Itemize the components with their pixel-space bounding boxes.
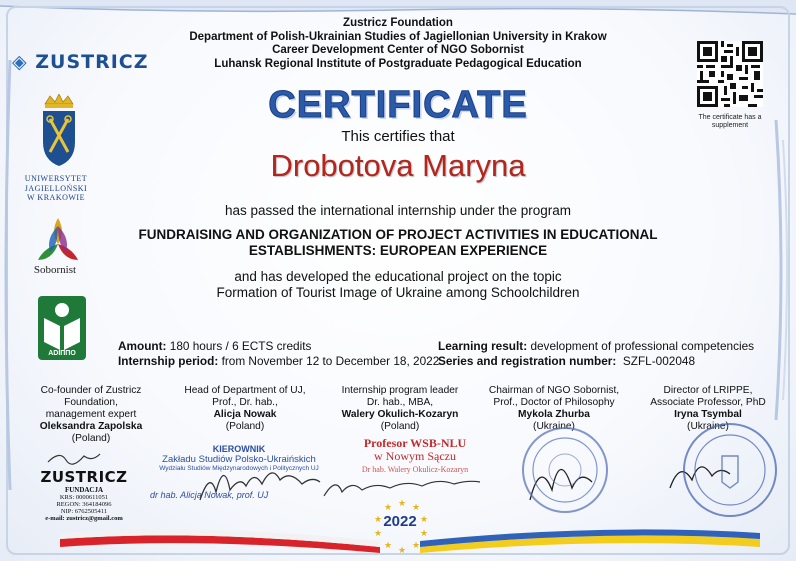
program-title-line-1: FUNDRAISING AND ORGANIZATION OF PROJECT ACTIVITIES IN EDUCATIONAL: [138, 227, 658, 242]
uj-logo-text: [16, 174, 96, 203]
wsb-stamp-line-2: w Nowym Sączu: [374, 449, 456, 463]
signatory-name: Alicja Nowak: [213, 409, 277, 420]
uj-crest-icon: [40, 94, 78, 168]
project-topic: [150, 269, 646, 301]
certificate-title: CERTIFICATE: [268, 84, 528, 126]
result-value: development of professional competencies: [530, 339, 755, 353]
series-value: SZFL-002048: [622, 354, 696, 368]
header-line-1: Zustricz Foundation: [343, 17, 453, 29]
signatory-role: management expert: [45, 409, 137, 420]
details-left: [118, 339, 439, 369]
certifies-text: This certifies that: [341, 128, 455, 145]
signatory-role: Director of LRIPPE,: [663, 385, 753, 396]
signatory-role: Head of Department of UJ,: [184, 385, 306, 396]
zus-stamp-line: REGON: 364184096: [56, 501, 112, 508]
svg-text:★: ★: [398, 498, 407, 508]
program-title-line-2: ESTABLISHMENTS: EUROPEAN EXPERIENCE: [248, 243, 548, 258]
lrippe-round-seal-icon: [680, 420, 780, 520]
sobornist-round-seal-icon: [520, 425, 610, 515]
svg-text:★: ★: [374, 528, 383, 538]
wsb-stamp-line-3: Dr hab. Walery Okulicz-Kozaryn: [361, 465, 469, 474]
left-side-decoration: [0, 60, 14, 490]
header-line-4: Luhansk Regional Institute of Postgraduate Pedagogical Education: [214, 57, 582, 70]
header-line-2: Department of Polish-Ukrainian Studies of Jagiellonian University in Krakow: [189, 30, 607, 43]
signatory-country: (Poland): [225, 421, 265, 432]
amount-label: Amount:: [118, 339, 167, 353]
signatory-role: Associate Professor, PhD: [650, 397, 766, 408]
wsb-stamp-line-1: Profesor WSB-NLU: [363, 436, 467, 450]
year-label: 2022: [383, 513, 417, 530]
svg-text:★: ★: [412, 502, 421, 512]
series-label: Series and registration number:: [438, 354, 617, 368]
program-title: [130, 227, 666, 259]
zustricz-logo: [12, 51, 149, 73]
recipient-name: Drobotova Maryna: [270, 148, 526, 183]
series-row: [438, 354, 754, 369]
uj-stamp-line-1: KIEROWNIK: [212, 444, 266, 454]
uj-text-line-2: JAGIELLOŃSKI: [24, 183, 88, 193]
header-institutions: [140, 17, 656, 71]
header-line-3: Career Development Center of NGO Sobornist: [272, 44, 524, 56]
signatory-country: (Poland): [71, 433, 111, 444]
zustricz-logo-text: ZUSTRICZ: [35, 51, 149, 73]
sobornist-logo-text: Sobornist: [33, 264, 77, 276]
signatory-role: Prof., Doctor of Philosophy: [493, 397, 615, 408]
project-title: Formation of Tourist Image of Ukraine among Schoolchildren: [216, 285, 580, 300]
zus-stamp-line: NIP: 6762505411: [60, 508, 108, 515]
period-row: [118, 354, 439, 369]
amount-value: 180 hours / 6 ECTS credits: [169, 339, 312, 353]
signatory-name: Walery Okulich-Kozaryn: [341, 409, 459, 420]
uj-stamp-line-2: Zakładu Studiów Polsko-Ukraińskich: [162, 454, 316, 465]
signatory-role: Co-founder of Zustricz Foundation,: [40, 385, 142, 408]
result-label: Learning result:: [438, 339, 528, 353]
uj-stamp-line-3: Wydziału Studiów Międzynarodowych i Politycznych UJ: [159, 465, 319, 472]
uj-stamp-line-4: dr hab. Alicja Nowak, prof. UJ: [150, 490, 269, 500]
uj-text-line-3: W KRAKOWIE: [27, 193, 85, 202]
signatory-role: Dr. hab., MBA,: [366, 397, 434, 408]
period-value: from November 12 to December 18, 2022: [221, 354, 440, 368]
svg-text:★: ★: [374, 514, 383, 524]
signatory-name: Oleksandra Zapolska: [39, 421, 143, 432]
qr-note: The certificate has a supplement: [698, 114, 762, 129]
adippo-logo-text: ADIППО: [48, 350, 76, 357]
zus-stamp-sub: FUNDACJA: [64, 486, 104, 494]
signatory-role: Prof., Dr. hab.,: [212, 397, 278, 408]
qr-code-icon: [697, 41, 763, 107]
result-row: [438, 339, 754, 354]
zus-stamp-line: e-mail: zustricz@gmail.com: [45, 515, 123, 522]
uj-text-line-1: UNIWERSYTET: [24, 174, 88, 183]
signatory-role: Chairman of NGO Sobornist,: [488, 385, 620, 396]
flag-ribbons-decoration: [0, 521, 796, 561]
diamond-icon: ◈: [12, 51, 28, 73]
signatory-name: Mykola Zhurba: [518, 409, 590, 420]
svg-text:★: ★: [384, 540, 393, 550]
svg-text:★: ★: [420, 528, 429, 538]
svg-text:★: ★: [420, 514, 429, 524]
svg-text:★: ★: [384, 502, 393, 512]
project-intro: and has developed the educational project on the topic: [234, 269, 562, 284]
signatory-country: (Ukraine): [533, 421, 575, 432]
period-label: Internship period:: [118, 354, 219, 368]
details-right: [438, 339, 754, 369]
zus-stamp-title: ZUSTRICZ: [40, 468, 128, 486]
signatory-zapolska: [20, 385, 162, 445]
amount-row: [118, 339, 439, 354]
svg-text:★: ★: [398, 545, 407, 555]
sobornist-logo-icon: [36, 216, 80, 262]
signatory-role: Internship program leader: [341, 385, 459, 396]
zus-stamp-line: KRS: 0000611051: [59, 494, 109, 501]
signatory-nowak: [180, 385, 310, 433]
signatory-name: Iryna Tsymbal: [674, 409, 742, 420]
signatory-okulich-kozaryn: [330, 385, 470, 433]
passed-text: has passed the international internship under the program: [225, 203, 571, 218]
signatory-country: (Ukraine): [687, 421, 729, 432]
svg-text:★: ★: [412, 540, 421, 550]
right-side-decoration: [772, 120, 792, 420]
signatory-country: (Poland): [380, 421, 420, 432]
